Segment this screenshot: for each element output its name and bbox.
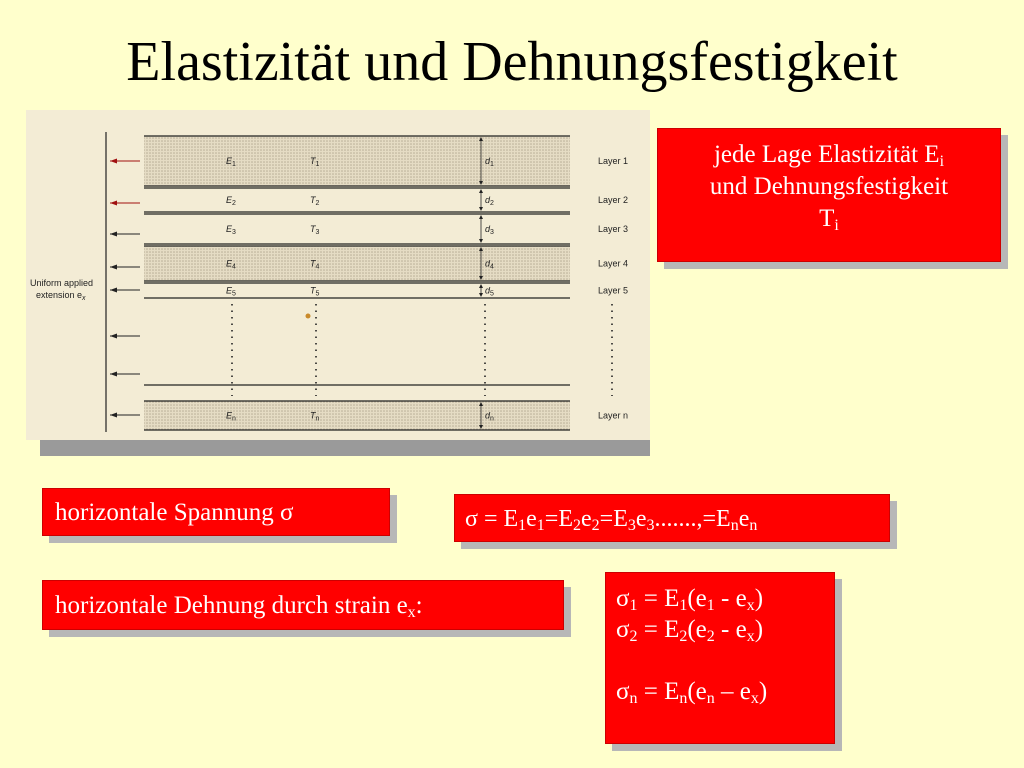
- layer-modulus-label: $E_5$: [226, 285, 236, 298]
- equation-text: - e: [714, 585, 747, 612]
- layer-thickness-label: $d_2$: [485, 195, 494, 207]
- equation-subscript: 1: [706, 597, 715, 614]
- equation-text: σ: [616, 678, 630, 705]
- slide-title: Elastizität und Dehnungsfestigkeit: [126, 31, 898, 93]
- layer-name-label: Layer 1: [598, 156, 629, 166]
- equation-subscript: x: [750, 690, 759, 707]
- layer-diagram-svg: [26, 110, 650, 440]
- equation-subscript: 2: [679, 628, 688, 645]
- layer-name-label: Layer 4: [598, 258, 629, 269]
- formula-subscript: 3: [627, 517, 636, 534]
- layer-name-label: Layer n: [598, 410, 629, 421]
- layer-name-label: Layer 2: [598, 195, 629, 205]
- formula-subscript: 2: [591, 517, 600, 534]
- layer-thickness-label: $d_5$: [485, 285, 494, 298]
- layer-strength-label: $T_n$: [310, 410, 320, 423]
- layer-shading: [144, 246, 570, 281]
- formula-text: e: [526, 506, 537, 532]
- applied-extension-arrow: [110, 232, 140, 237]
- formula-text: =E: [544, 506, 573, 532]
- layer-band: [144, 401, 628, 430]
- layer-thickness-label: $d_3$: [485, 224, 494, 236]
- applied-extension-arrow: [110, 288, 140, 293]
- formula-subscript: 2: [573, 517, 581, 534]
- thickness-arrowhead: [479, 293, 483, 297]
- layer-band: [144, 136, 628, 186]
- equation-subscript: 1: [629, 597, 638, 614]
- layer-strength-label: $T_4$: [310, 258, 320, 271]
- layer-shading: [144, 136, 570, 186]
- equation-line: [616, 583, 834, 614]
- layer-band: [144, 246, 628, 281]
- layer-shading: [144, 401, 570, 430]
- equation-subscript: x: [746, 597, 755, 614]
- equation-text: = E: [637, 678, 680, 705]
- formula-subscript: n: [730, 517, 739, 534]
- layer-modulus-label: $E_3$: [226, 224, 236, 236]
- thickness-arrowhead: [479, 189, 483, 193]
- equation-line: [616, 645, 834, 676]
- equation-text: - e: [714, 616, 747, 643]
- stress-box: horizontale Spannung σ: [42, 488, 390, 536]
- applied-extension-arrow: [110, 265, 140, 270]
- equation-subscript: 2: [706, 628, 715, 645]
- equation-text: (e: [687, 616, 707, 643]
- thickness-arrowhead: [479, 207, 483, 211]
- equation-text: (e: [687, 678, 707, 705]
- layer-modulus-label: $E_2$: [226, 195, 236, 207]
- applied-extension-arrow: [110, 201, 140, 206]
- layer-properties-box: [657, 128, 1001, 262]
- figure-speck: [306, 314, 311, 319]
- thickness-arrowhead: [479, 284, 483, 288]
- equation-text: ): [758, 678, 768, 705]
- formula-subscript: n: [749, 517, 758, 534]
- equation-line: [616, 614, 834, 645]
- equation-text: σ: [616, 585, 630, 612]
- equation-text: = E: [637, 616, 680, 643]
- layer-box-line2: und Dehnungsfestigkeit: [709, 173, 949, 200]
- formula-text: e: [738, 506, 750, 532]
- layer-thickness-label: $d_4$: [485, 258, 494, 271]
- equation-subscript: n: [629, 690, 638, 707]
- equation-subscript: n: [706, 690, 715, 707]
- formula-subscript: 3: [646, 517, 655, 534]
- layer-strength-label: $T_5$: [310, 285, 320, 298]
- applied-extension-arrow: [110, 334, 140, 339]
- equation-text: ): [754, 616, 764, 643]
- stress-equality-formula: [454, 494, 890, 542]
- formula-text: .......,=E: [654, 506, 731, 532]
- equation-subscript: n: [679, 690, 688, 707]
- equation-text: ): [754, 585, 764, 612]
- layer-modulus-label: $E_n$: [226, 410, 236, 423]
- equation-text: (e: [687, 585, 707, 612]
- thickness-arrowhead: [479, 239, 483, 243]
- formula-text: e: [581, 506, 592, 532]
- layer-band: [144, 214, 628, 244]
- layer-thickness-label: $d_n$: [485, 410, 494, 423]
- layer-diagram: [26, 110, 650, 456]
- layer-name-label: Layer 5: [598, 285, 629, 296]
- formula-subscript: 1: [536, 517, 545, 534]
- equation-text: σ: [616, 616, 630, 643]
- applied-label-line2: extension $e_x$: [36, 290, 86, 302]
- layer-thickness-label: $d_1$: [485, 156, 494, 168]
- formula-text: σ = E: [465, 506, 519, 532]
- strain-box: horizontale Dehnung durch strain $e_x$:: [42, 580, 564, 630]
- equation-subscript: 1: [679, 597, 688, 614]
- equation-line: [616, 676, 834, 707]
- applied-extension-arrow: [110, 159, 140, 164]
- layer-band: [144, 188, 628, 212]
- layer-strength-label: $T_2$: [310, 195, 320, 207]
- applied-extension-arrow: [110, 372, 140, 377]
- layer-stress-equations: [605, 572, 835, 744]
- layer-modulus-label: $E_4$: [226, 258, 236, 271]
- layer-modulus-label: $E_1$: [226, 156, 236, 168]
- figure-panel: [26, 110, 650, 440]
- formula-subscript: 1: [518, 517, 527, 534]
- applied-extension-arrow: [110, 413, 140, 418]
- formula-text: =E: [599, 506, 628, 532]
- applied-label-line1: Uniform applied: [30, 278, 94, 288]
- equation-subscript: x: [746, 628, 755, 645]
- equation-text: – e: [714, 678, 751, 705]
- layer-box-line1: jede Lage Elastizität $E_i$: [713, 141, 945, 170]
- layer-box-line3: $T_i$: [819, 205, 839, 234]
- layer-strength-label: $T_3$: [310, 224, 320, 236]
- thickness-arrowhead: [479, 215, 483, 219]
- layer-strength-label: $T_1$: [310, 156, 320, 168]
- equation-subscript: 2: [629, 628, 638, 645]
- layer-band: [144, 283, 628, 298]
- formula-text: e: [635, 506, 647, 532]
- equation-text: = E: [637, 585, 680, 612]
- layer-name-label: Layer 3: [598, 224, 629, 234]
